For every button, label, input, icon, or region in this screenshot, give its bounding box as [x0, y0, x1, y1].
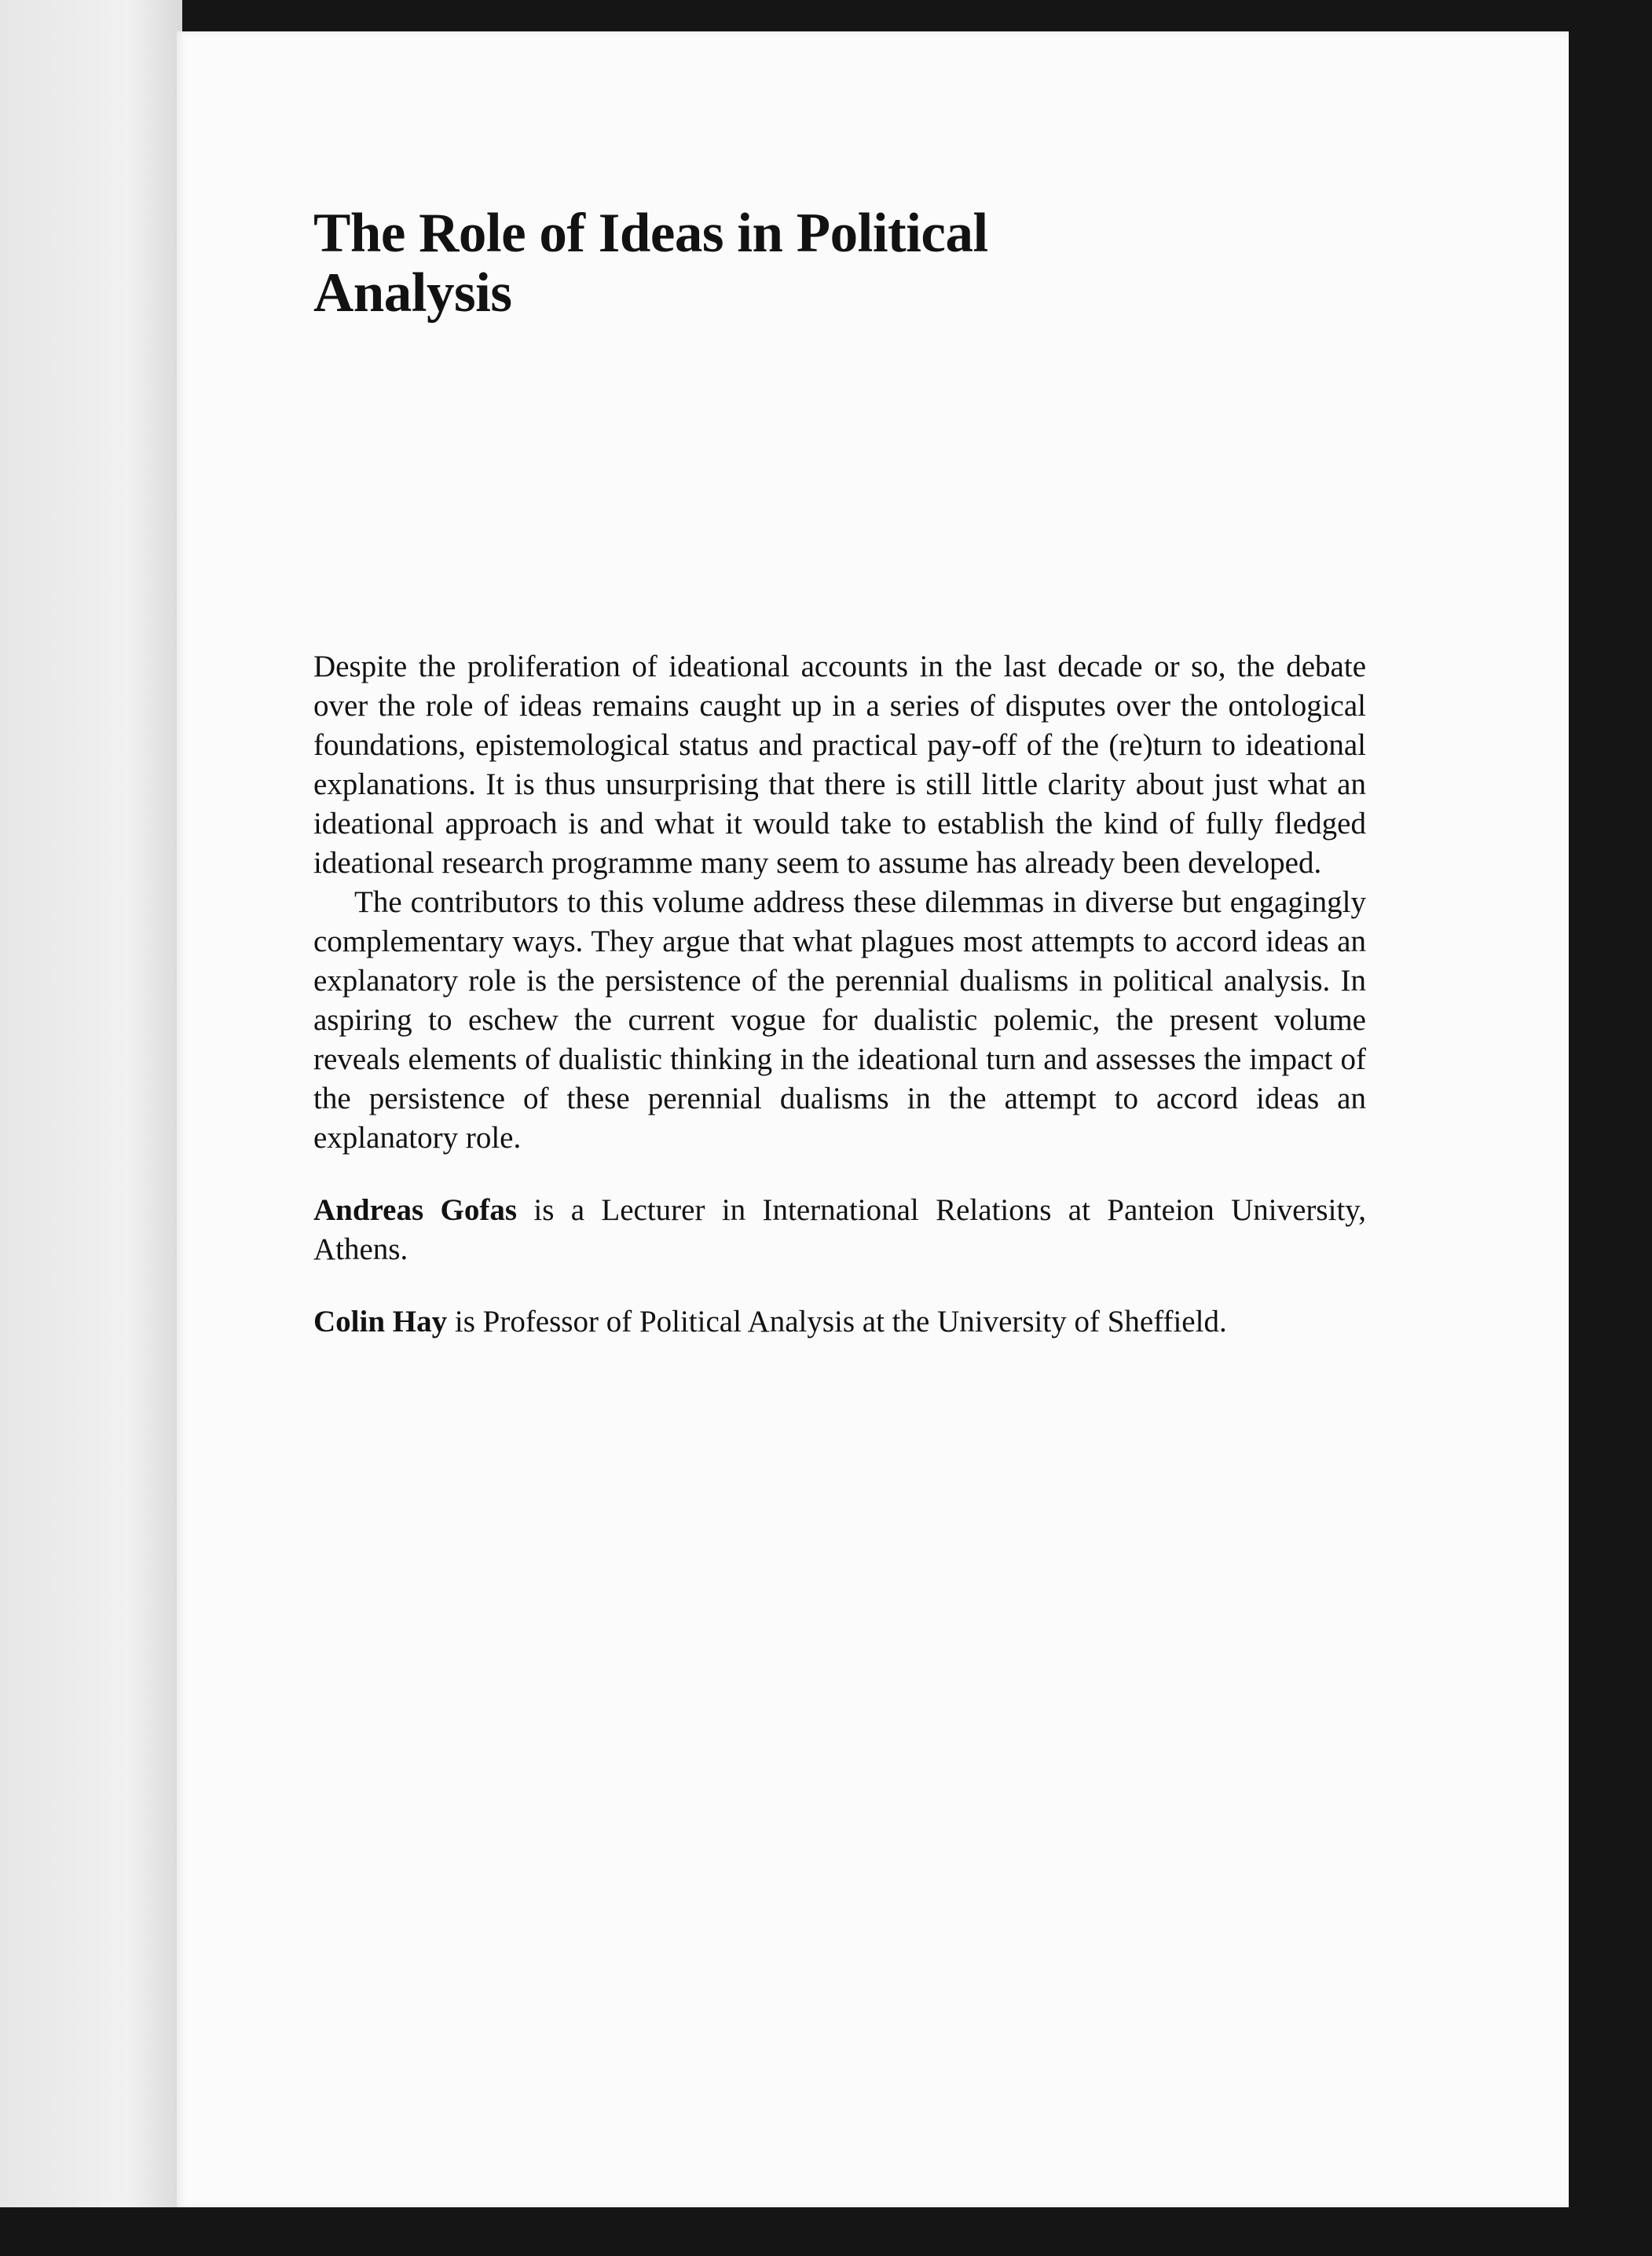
author-name: Colin Hay — [313, 1305, 448, 1339]
book-page — [177, 31, 1569, 2207]
author-bio-text: is Professor of Political Analysis at the University of Sheffield. — [447, 1305, 1227, 1339]
description-paragraph-2: The contributors to this volume address these dilemmas in diverse but engagingly complementary ways. They argue that what plagues most attempts to accord ideas an explanatory role is the persistence of the perennial dualisms in political analysis. In aspiring to eschew the current vogue for dualistic polemic, the present volume reveals elements of dualistic thinking in the ideational turn and assesses the impact of the persistence of these perennial dualisms in the attempt to accord ideas an explanatory role. — [313, 885, 1366, 1155]
author-bio-gofas — [313, 1191, 1366, 1269]
title-line-1: The Role of Ideas in Political — [313, 203, 988, 264]
page-title — [313, 203, 1068, 323]
book-description — [313, 647, 1366, 1158]
author-bio-hay — [313, 1302, 1366, 1342]
page-content — [313, 203, 1366, 1342]
book-binding — [0, 0, 182, 2207]
description-paragraph-1: Despite the proliferation of ideational accounts in the last decade or so, the debate over the role of ideas remains caught up in a series of disputes over the ontological foundations, epistemological status and practical pay-off of the (re)turn to ideational explanations. It is thus unsurprising that there is still little clarity about just what an ideational approach is and what it would take to establish the kind of fully fledged ideational research programme many seem to assume has already been developed. — [313, 650, 1366, 880]
author-bio-text: is a Lecturer in International Relations at Panteion University, Athens. — [313, 1193, 1366, 1266]
author-name: Andreas Gofas — [313, 1193, 517, 1227]
title-line-2: Analysis — [313, 262, 512, 324]
